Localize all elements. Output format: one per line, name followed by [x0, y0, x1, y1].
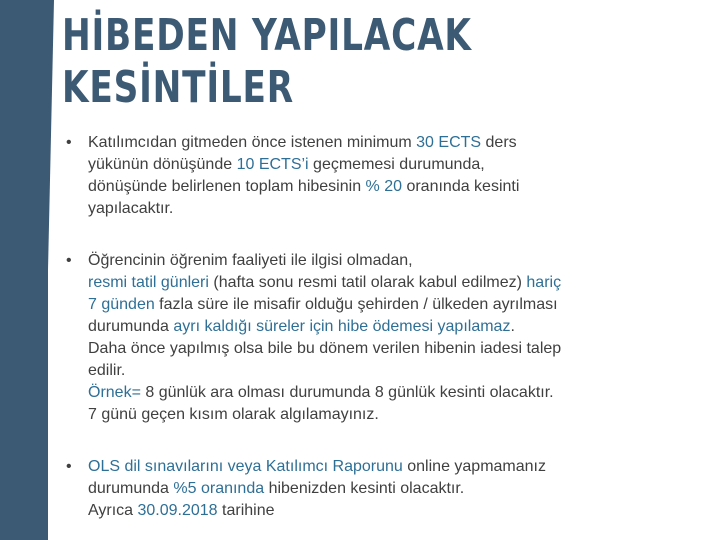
bullet-item	[64, 250, 704, 426]
body-text: Öğrencinin öğrenim faaliyeti ile ilgisi olmadan,	[88, 252, 413, 269]
page-title	[62, 10, 561, 114]
bullet-dot: •	[66, 252, 72, 269]
body-text: Daha önce yapılmış olsa bile bu dönem verilen hibenin iadesi talep	[88, 340, 562, 357]
bullet-line	[88, 316, 704, 338]
bullet-line	[88, 360, 704, 382]
body-text: durumunda	[88, 318, 174, 335]
bullet-line	[88, 500, 704, 522]
bullet-line	[88, 176, 704, 198]
highlighted-text: 7 günden	[88, 296, 155, 313]
body-text: dönüşünde belirlenen toplam hibesinin	[88, 178, 366, 195]
highlighted-text: resmi tatil günleri	[88, 274, 209, 291]
bullet-dot: •	[66, 458, 72, 475]
bullet-item	[64, 132, 704, 220]
body-text: yükünün dönüşünde	[88, 156, 237, 173]
bullet-line	[88, 198, 704, 220]
body-text: durumunda	[88, 480, 174, 497]
body-text: 7 günü geçen kısım olarak algılamayınız.	[88, 406, 379, 423]
title-line-1: HİBEDEN YAPILACAK	[62, 10, 472, 61]
body-text: online yapmamanız	[402, 458, 546, 475]
body-text: oranında kesinti	[402, 178, 520, 195]
bullet-line	[88, 132, 704, 154]
bullet-line	[88, 478, 704, 500]
highlighted-text: hariç	[526, 274, 562, 291]
body-text: yapılacaktır.	[88, 200, 174, 217]
bullet-line	[88, 250, 704, 272]
highlighted-text: 30.09.2018	[137, 502, 218, 519]
body-text: Ayrıca	[88, 502, 138, 519]
body-text: .	[510, 318, 515, 335]
body-text: fazla süre ile misafir olduğu şehirden / ülkeden ayrılması	[154, 296, 558, 313]
bullet-line	[88, 294, 704, 316]
highlighted-text: % 20	[365, 178, 402, 195]
bullet-list	[64, 132, 704, 522]
bullet-line	[88, 338, 704, 360]
body-text: hibenizden kesinti olacaktır.	[264, 480, 465, 497]
body-text: Katılımcıdan gitmeden önce istenen minimum	[88, 134, 417, 151]
highlighted-text: 30 ECTS	[416, 134, 482, 151]
body-text: 8 günlük ara olması durumunda 8 günlük kesinti olacaktır.	[140, 384, 554, 401]
highlighted-text: ayrı kaldığı süreler için hibe ödemesi yapılamaz	[173, 318, 511, 335]
highlighted-text: OLS dil sınavılarını veya Katılımcı Raporunu	[88, 458, 403, 475]
bullet-item	[64, 456, 704, 522]
body-text: (hafta sonu resmi tatil olarak kabul edilmez)	[208, 274, 527, 291]
bullet-dot: •	[66, 134, 72, 151]
body-text: ders	[481, 134, 517, 151]
highlighted-text: %5 oranında	[173, 480, 265, 497]
bullet-line	[88, 456, 704, 478]
bullet-line	[88, 382, 704, 404]
body-text: geçmemesi durumunda,	[308, 156, 485, 173]
body-text: edilir.	[88, 362, 126, 379]
bullet-line	[88, 272, 704, 294]
highlighted-text: 10 ECTS’i	[236, 156, 309, 173]
body-text: tarihine	[217, 502, 275, 519]
highlighted-text: Örnek=	[88, 384, 141, 401]
bullet-line	[88, 154, 704, 176]
bullet-line	[88, 404, 704, 426]
title-line-2: KESİNTİLER	[62, 62, 294, 113]
side-band-edge	[40, 0, 60, 540]
